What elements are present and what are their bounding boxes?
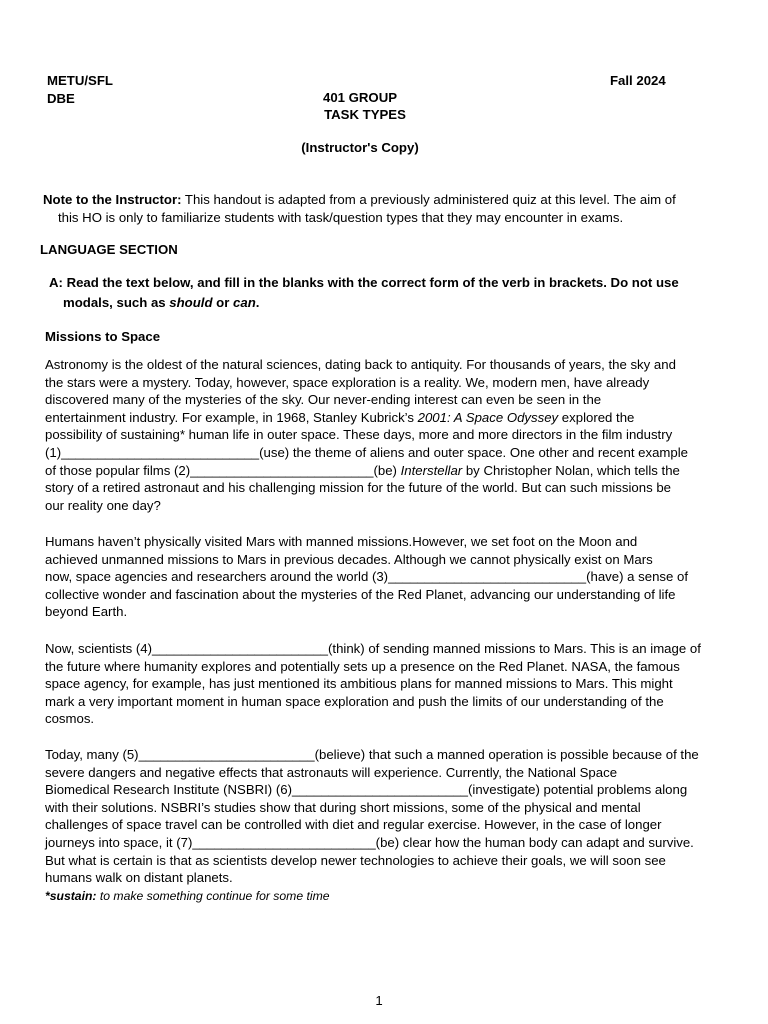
text-line: the stars were a mystery. Today, however, space exploration is a reality. We, modern men, have already (45, 374, 650, 390)
text-line: discovered many of the mysteries of the sky. Our never-ending interest can even be seen in the (45, 392, 602, 408)
text-line: possibility of sustaining* human life in outer space. These days, more and more directors in the film industry (45, 427, 673, 443)
text-line: humans walk on distant planets. (45, 870, 233, 886)
blank-3-line: now, space agencies and researchers around the world (3)___________________________(have) a sense of (45, 569, 688, 585)
blank-4-line: Now, scientists (4)________________________(think) of sending manned missions to Mars. This is an image of (45, 641, 701, 656)
section-title: LANGUAGE SECTION (40, 242, 178, 257)
header-title: TASK TYPES (324, 107, 406, 122)
text-line (45, 409, 733, 427)
header-group: 401 GROUP (322, 90, 398, 105)
film-title: 2001: A Space Odyssey (417, 409, 559, 425)
reading-paragraph-1 (45, 356, 733, 514)
blank-2-line (45, 462, 733, 480)
note-line-2: this HO is only to familiarize students with task/question types that they may encounter in exams. (58, 210, 624, 225)
text-segment: entertainment industry. For example, in 1968, Stanley Kubrick’s (45, 409, 418, 425)
task-a-text: modals, such as (63, 295, 170, 310)
header-dept: DBE (47, 91, 75, 106)
task-a-can: can (233, 295, 256, 310)
text-line: story of a retired astronaut and his challenging mission for the future of the world. But can such missions be (45, 480, 672, 496)
task-a-line-1: A: Read the text below, and fill in the blanks with the correct form of the verb in brackets. Do not use (49, 275, 679, 290)
header-copy-label: (Instructor's Copy) (301, 140, 419, 155)
footnote-term: *sustain: (45, 889, 97, 903)
text-line: achieved unmanned missions to Mars in previous decades. Although we cannot physically exist on Mars (45, 551, 653, 567)
film-title: Interstellar (400, 462, 463, 478)
text-line: with their solutions. NSBRI’s studies show that during short missions, some of the physical and mental (45, 799, 641, 815)
text-segment: by Christopher Nolan, which tells the (462, 462, 680, 478)
text-line: Humans haven’t physically visited Mars with manned missions.However, we set foot on the Moon and (45, 534, 638, 549)
blank-1-line: (1)___________________________(use) the theme of aliens and outer space. One other and recent example (45, 444, 688, 460)
task-a-line-2 (63, 294, 259, 312)
note-line-1 (43, 191, 676, 209)
reading-paragraph-3 (45, 640, 733, 728)
blank-6-line: Biomedical Research Institute (NSBRI) (6)________________________(investigate) potential problems along (45, 782, 688, 798)
page-number: 1 (375, 993, 383, 1008)
text-line: challenges of space travel can be controlled with diet and regular exercise. However, in the case of longer (45, 817, 662, 833)
task-a-end: . (255, 295, 260, 310)
note-label: Note to the Instructor: (43, 192, 182, 207)
text-line: the future where humanity explores and potentially sets up a presence on the Red Planet. NASA, the famous (45, 658, 680, 674)
blank-5-line: Today, many (5)________________________(believe) that such a manned operation is possible because of the (45, 747, 699, 762)
blank-7-line: journeys into space, it (7)_________________________(be) clear how the human body can adapt and survive. (45, 834, 694, 850)
text-line: beyond Earth. (45, 604, 128, 620)
text-line: Astronomy is the oldest of the natural sciences, dating back to antiquity. For thousands of years, the sky and (45, 357, 676, 372)
text-segment: explored the (558, 409, 635, 425)
task-a-or: or (212, 295, 234, 310)
reading-paragraph-4 (45, 746, 733, 887)
text-line: collective wonder and fascination about the mysteries of the Red Planet, advancing our understanding of life (45, 586, 676, 602)
text-line: But what is certain is that as scientists develop newer technologies to achieve their goals, we will soon see (45, 852, 666, 868)
reading-paragraph-2 (45, 533, 733, 621)
text-line: severe dangers and negative effects that astronauts will experience. Currently, the National Space (45, 764, 618, 780)
text-line: our reality one day? (45, 497, 161, 513)
text-line: cosmos. (45, 711, 95, 727)
task-a-should: should (169, 295, 213, 310)
footnote-definition: to make something continue for some time (96, 889, 330, 903)
text-line: mark a very important moment in human space exploration and push the limits of our understanding of the (45, 693, 664, 709)
header-org: METU/SFL (47, 73, 113, 88)
header-term: Fall 2024 (610, 73, 666, 88)
note-text-1: This handout is adapted from a previously administered quiz at this level. The aim of (181, 192, 676, 207)
footnote (45, 888, 330, 906)
text-segment: of those popular films (2)_________________________(be) (45, 462, 401, 478)
text-line: space agency, for example, has just mentioned its ambitious plans for manned missions to Mars. This might (45, 676, 673, 692)
reading-title: Missions to Space (45, 329, 161, 344)
